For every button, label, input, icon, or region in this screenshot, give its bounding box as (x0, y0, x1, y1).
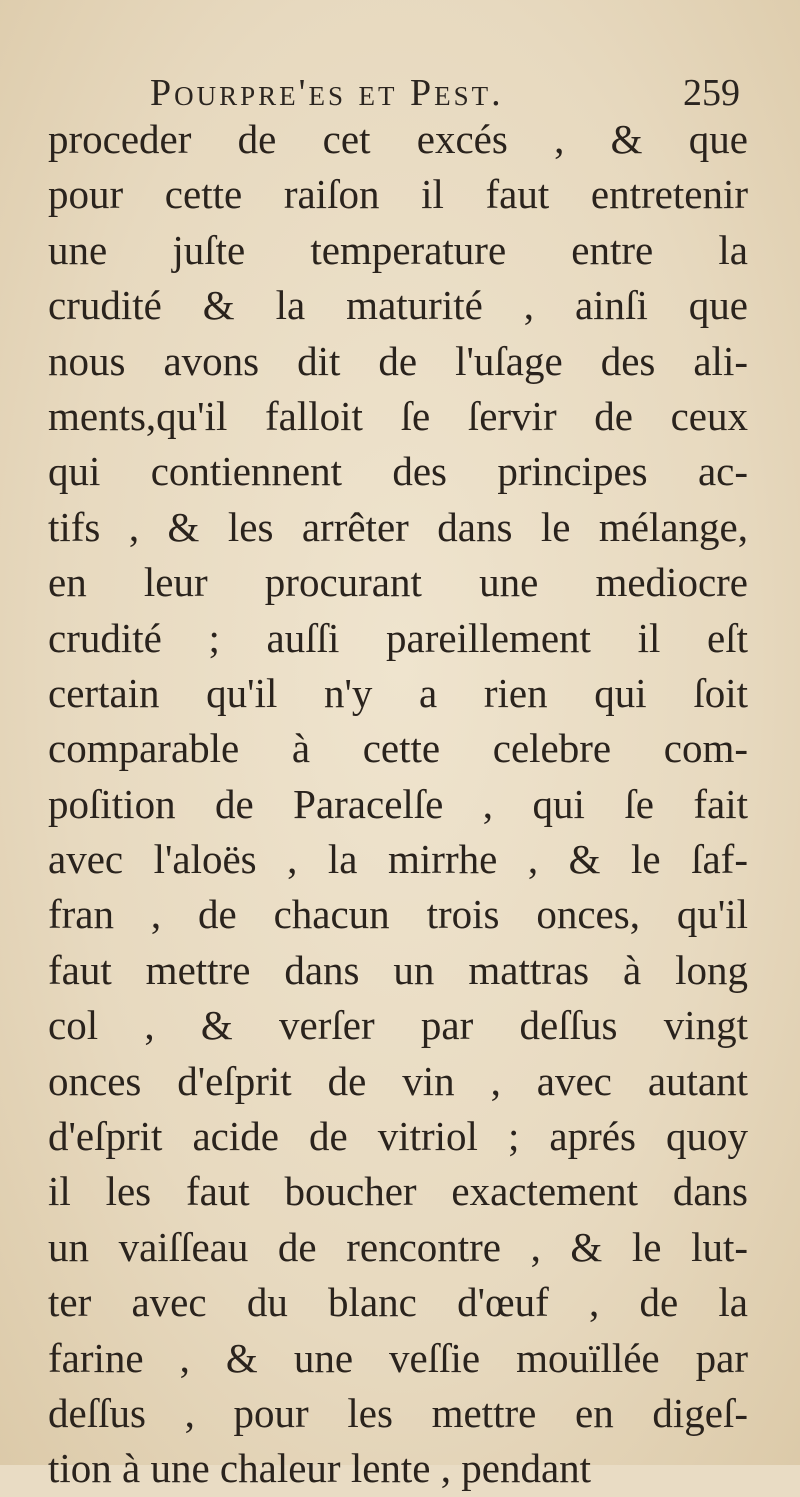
text-line: en leur procurant une mediocre (48, 559, 748, 606)
text-line: il les faut boucher exactement dans (48, 1168, 748, 1215)
text-line: tifs , & les arrêter dans le mélange, (48, 503, 748, 550)
text-line: poſition de Paracelſe , qui ſe fait (48, 780, 748, 827)
text-line: ments,qu'il falloit ſe ſervir de ceux (48, 392, 748, 439)
text-line: deſſus , pour les mettre en digeſ- (48, 1389, 748, 1436)
text-line: crudité & la maturité , ainſi que (48, 282, 748, 329)
text-line: une juſte temperature entre la (48, 226, 748, 273)
body-text (48, 112, 748, 1497)
text-line: pour cette raiſon il faut entretenir (48, 171, 748, 218)
text-line: certain qu'il n'y a rien qui ſoit (48, 669, 748, 716)
text-line: fran , de chacun trois onces, qu'il (48, 891, 748, 938)
text-line: crudité ; auſſi pareillement il eſt (48, 614, 748, 661)
text-line: farine , & une veſſie mouïllée par (48, 1334, 748, 1381)
text-line: avec l'aloës , la mirrhe , & le ſaf- (48, 836, 748, 883)
text-line: col , & verſer par deſſus vingt (48, 1002, 748, 1049)
text-line: d'eſprit acide de vitriol ; aprés quoy (48, 1113, 748, 1160)
running-head: Pourpre'es et Pest. (150, 72, 504, 114)
text-line: faut mettre dans un mattras à long (48, 946, 748, 993)
text-line: nous avons dit de l'uſage des ali- (48, 337, 748, 384)
text-line: ter avec du blanc d'œuf , de la (48, 1279, 748, 1326)
text-line: proceder de cet excés , & que (48, 116, 748, 162)
text-line: qui contiennent des principes ac- (48, 448, 748, 495)
text-line: tion à une chaleur lente , pendant (48, 1445, 592, 1492)
text-line: un vaiſſeau de rencontre , & le lut- (48, 1223, 748, 1270)
page-number: 259 (683, 72, 740, 114)
text-line: comparable à cette celebre com- (48, 725, 748, 772)
text-line: onces d'eſprit de vin , avec autant (48, 1057, 748, 1104)
